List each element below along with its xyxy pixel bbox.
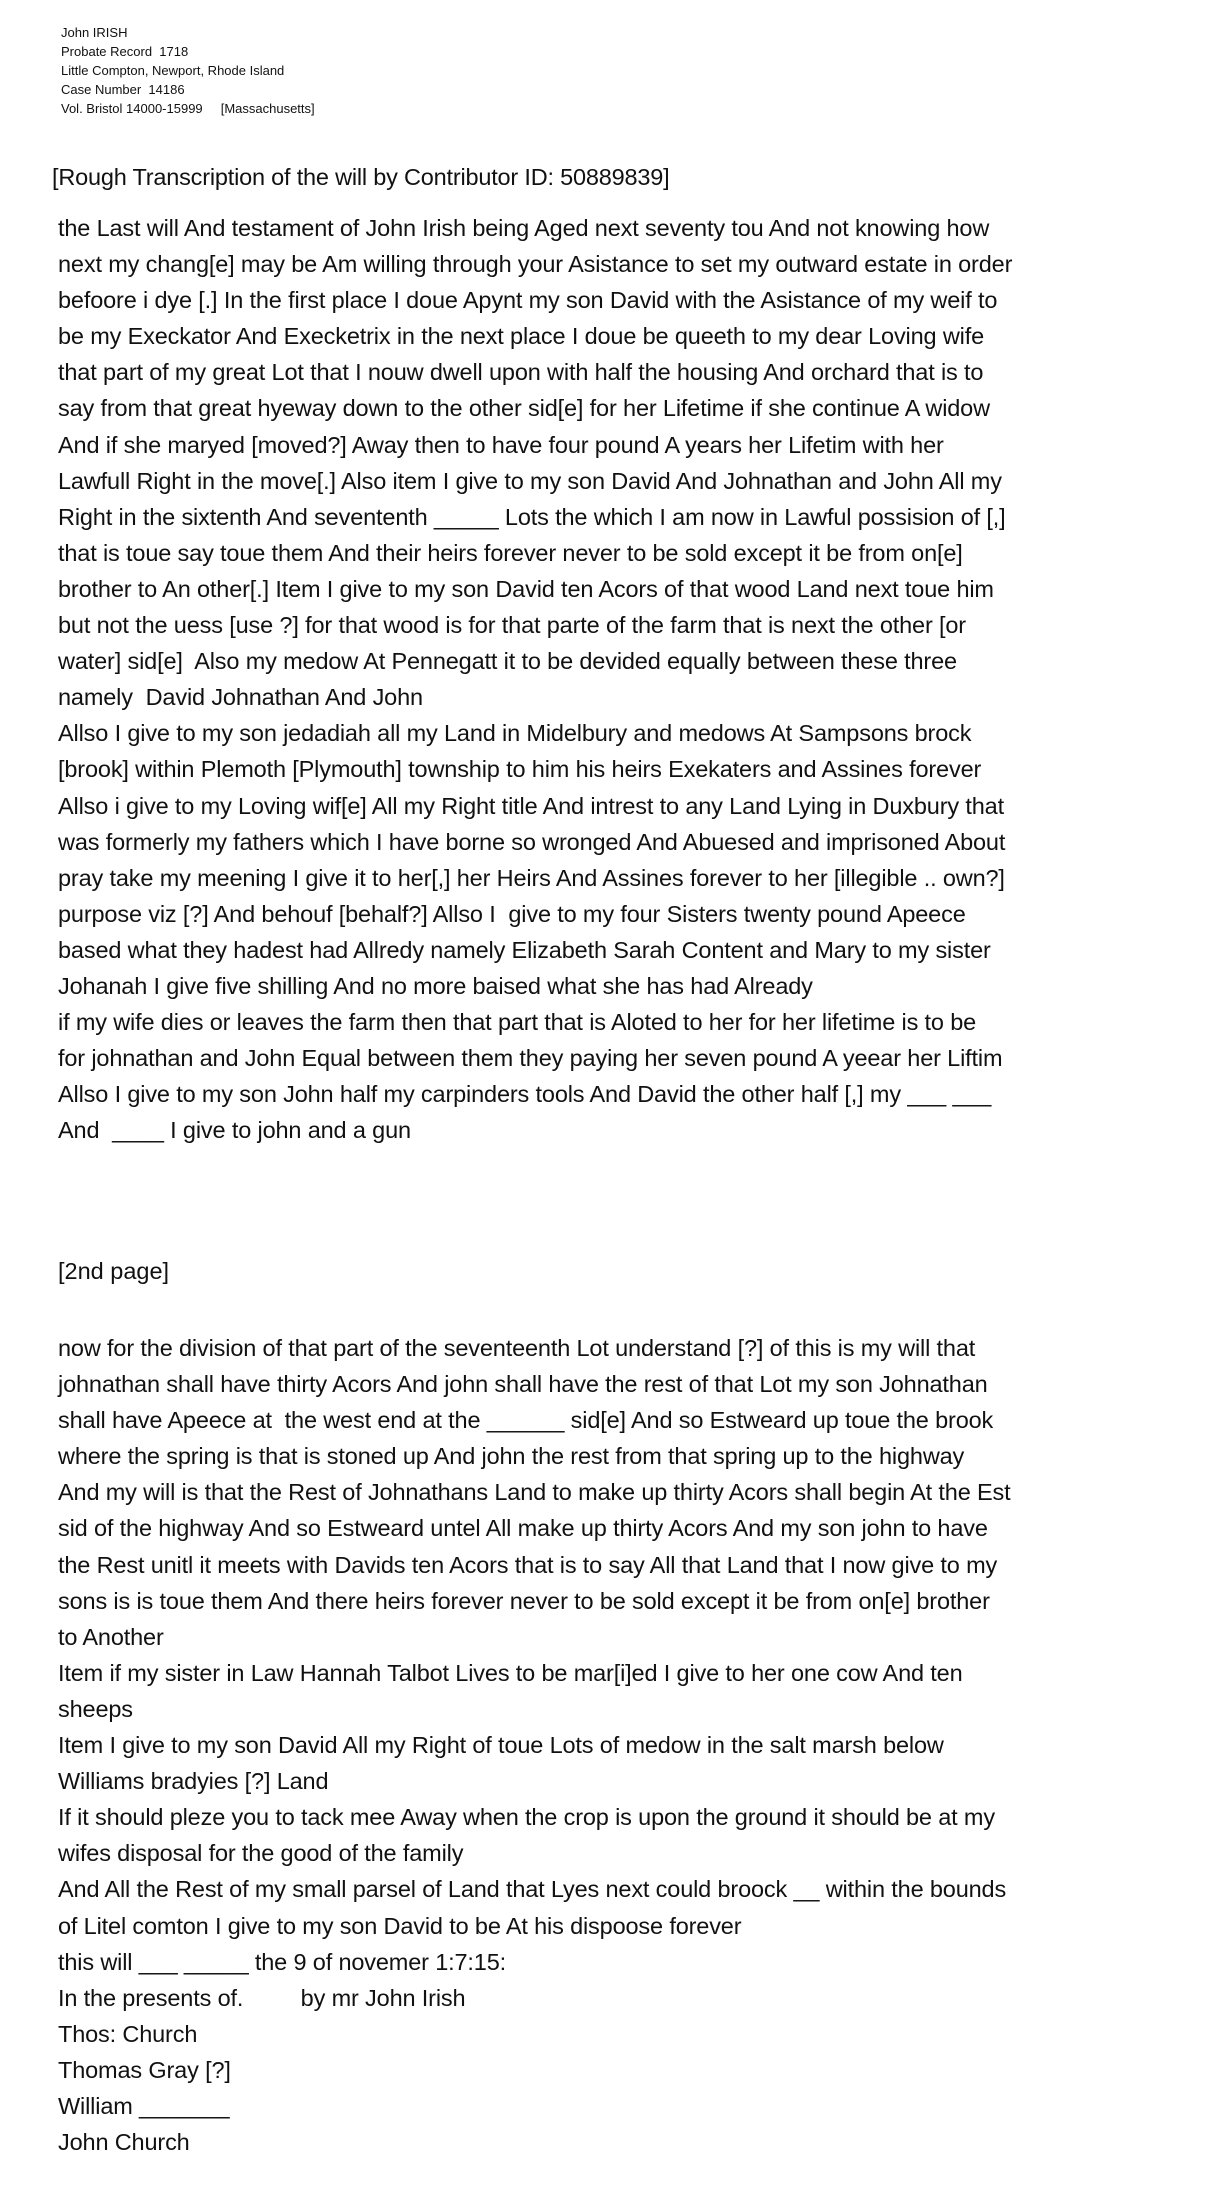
transcription-line: wifes disposal for the good of the family (58, 1840, 464, 1867)
transcription-line: where the spring is that is stoned up And john the rest from that spring up to the highway (58, 1443, 965, 1470)
transcription-line: that part of my great Lot that I nouw dwell upon with half the housing And orchard that is to (58, 359, 984, 386)
transcription-line: sheeps (58, 1695, 133, 1722)
header-case-number: Case Number 14186 (61, 82, 185, 97)
transcription-line: Allso I give to my son John half my carpinders tools And David the other half [,] my ___ ___ (58, 1081, 992, 1108)
transcription-line: the Rest unitl it meets with Davids ten Acors that is to say All that Land that I now give to my (58, 1551, 998, 1578)
transcription-line: Allso I give to my son jedadiah all my Land in Midelbury and medows At Sampsons brock (58, 720, 972, 747)
transcription-line: And my will is that the Rest of Johnathans Land to make up thirty Acors shall begin At the Est (58, 1479, 1011, 1506)
transcription-line: pray take my meening I give it to her[,] her Heirs And Assines forever to her [illegible .. own?] (58, 864, 1005, 891)
transcription-line: this will ___ _____ the 9 of novemer 1:7:15: (58, 1948, 507, 1975)
transcription-line: sons is is toue them And there heirs forever never to be sold except it be from on[e] brother (58, 1587, 990, 1614)
transcription-line: Right in the sixtenth And sevententh _____ Lots the which I am now in Lawful possision of [,] (58, 503, 1006, 530)
transcription-line: Lawfull Right in the move[.] Also item I give to my son David And Johnathan and John All my (58, 467, 1002, 494)
transcription-line: be my Execkator And Execketrix in the next place I doue be queeth to my dear Loving wife (58, 323, 985, 350)
transcription-line: sid of the highway And so Estweard untel All make up thirty Acors And my son john to have (58, 1515, 988, 1542)
transcription-line: brother to An other[.] Item I give to my son David ten Acors of that wood Land next toue him (58, 575, 994, 602)
transcription-line: In the presents of. by mr John Irish (58, 1984, 466, 2011)
transcription-line: Allso i give to my Loving wif[e] All my Right title And intrest to any Land Lying in Duxbury that (58, 792, 1004, 819)
transcription-line: to Another (58, 1623, 164, 1650)
transcription-line: Williams bradyies [?] Land (58, 1768, 329, 1795)
header-name: John IRISH (61, 25, 128, 40)
transcription-line: the Last will And testament of John Irish being Aged next seventy tou And not knowing how (58, 215, 990, 241)
transcription-line: Johanah I give five shilling And no more baised what she has had Already (58, 972, 813, 999)
transcription-line: And All the Rest of my small parsel of Land that Lyes next could broock __ within the bounds (58, 1876, 1007, 1903)
transcription-line: johnathan shall have thirty Acors And john shall have the rest of that Lot my son Johnathan (58, 1371, 988, 1398)
transcription-line: Item if my sister in Law Hannah Talbot Lives to be mar[i]ed I give to her one cow And ten (58, 1659, 963, 1686)
transcription-line: say from that great hyeway down to the other sid[e] for her Lifetime if she continue A widow (58, 395, 990, 422)
transcription-line: if my wife dies or leaves the farm then that part that is Aloted to her for her lifetime is to be (58, 1009, 977, 1036)
transcription-line: next my chang[e] may be Am willing through your Asistance to set my outward estate in order (58, 251, 1013, 278)
transcription-line: [brook] within Plemoth [Plymouth] township to him his heirs Exekaters and Assines forever (58, 756, 982, 783)
transcription-line: befoore i dye [.] In the first place I doue Apynt my son David with the Asistance of my weif to (58, 287, 998, 314)
header-probate-record: Probate Record 1718 (61, 44, 189, 59)
transcription-line: namely David Johnathan And John (58, 684, 423, 711)
transcription-line: William _______ (58, 2092, 230, 2119)
record-header (61, 23, 315, 118)
transcription-line: that is toue say toue them And their heirs forever never to be sold except it be from on[e] (58, 539, 963, 566)
page2-transcription (58, 1330, 1011, 2160)
page2-label: [2nd page] (58, 1258, 170, 1284)
transcription-line: shall have Apeece at the west end at the ______ sid[e] And so Estweard up toue the brook (58, 1407, 994, 1434)
transcription-line: now for the division of that part of the seventeenth Lot understand [?] of this is my will that (58, 1335, 976, 1361)
transcription-line: of Litel comton I give to my son David to be At his dispoose forever (58, 1912, 742, 1939)
header-location: Little Compton, Newport, Rhode Island (61, 63, 285, 78)
transcription-line: Thos: Church (58, 2020, 198, 2047)
transcription-line: And if she maryed [moved?] Away then to have four pound A years her Lifetim with her (58, 431, 944, 458)
transcription-line: based what they hadest had Allredy namely Elizabeth Sarah Content and Mary to my sister (58, 936, 991, 963)
transcription-line: John Church (58, 2129, 190, 2156)
page1-transcription (58, 210, 1012, 1148)
header-volume: Vol. Bristol 14000-15999 [Massachusetts] (61, 101, 315, 116)
transcription-line: water] sid[e] Also my medow At Pennegatt it to be devided equally between these three (58, 648, 957, 675)
transcription-line: Item I give to my son David All my Right of toue Lots of medow in the salt marsh below (58, 1732, 944, 1759)
transcription-line: but not the uess [use ?] for that wood is for that parte of the farm that is next the other [or (58, 612, 966, 639)
transcription-line: Thomas Gray [?] (58, 2056, 231, 2083)
transcription-line: And ____ I give to john and a gun (58, 1117, 411, 1144)
transcription-line: was formerly my fathers which I have borne so wronged And Abuesed and imprisoned About (58, 828, 1006, 855)
transcription-line: for johnathan and John Equal between them they paying her seven pound A yeear her Liftim (58, 1045, 1003, 1072)
transcription-line: If it should pleze you to tack mee Away when the crop is upon the ground it should be at my (58, 1804, 995, 1831)
transcription-title: [Rough Transcription of the will by Contributor ID: 50889839] (52, 164, 670, 190)
transcription-line: purpose viz [?] And behouf [behalf?] Allso I give to my four Sisters twenty pound Apeece (58, 900, 966, 927)
